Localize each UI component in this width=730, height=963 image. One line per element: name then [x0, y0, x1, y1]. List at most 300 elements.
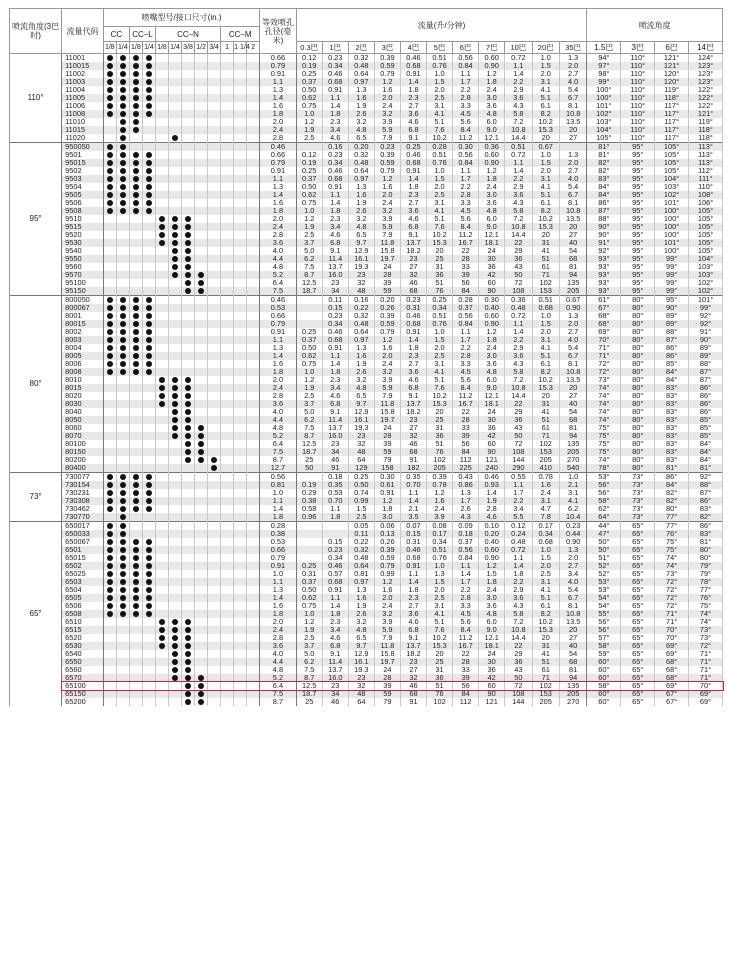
size-cell	[182, 167, 195, 175]
size-cell	[221, 376, 234, 384]
spray-angle-value: 76°	[655, 530, 689, 538]
spray-angle-value: 73°	[621, 489, 655, 497]
spray-angle-value: 68°	[655, 666, 689, 674]
available-dot-icon	[133, 353, 139, 359]
size-cell	[103, 126, 116, 134]
size-cell	[195, 320, 208, 328]
flow-value: 4.1	[427, 610, 453, 618]
size-cell	[168, 602, 181, 610]
available-dot-icon	[159, 393, 165, 399]
size-cell	[168, 586, 181, 594]
size-cell	[234, 312, 247, 320]
spray-angle-value: 70°	[655, 626, 689, 634]
size-cell	[116, 344, 129, 352]
flow-code: 730077	[62, 473, 104, 482]
table-row	[10, 199, 723, 207]
spray-angle-value: 71°	[655, 610, 689, 618]
flow-value: 81	[559, 424, 586, 432]
available-dot-icon	[211, 457, 217, 463]
size-cell	[142, 86, 155, 94]
size-cell	[247, 247, 260, 255]
size-cell	[247, 690, 260, 698]
size-cell	[195, 562, 208, 570]
size-cell	[155, 62, 168, 70]
flow-value: 7.9	[374, 134, 400, 143]
size-cell	[142, 424, 155, 432]
size-cell	[195, 610, 208, 618]
flow-code: 8001	[62, 312, 104, 320]
flow-code: 110015	[62, 62, 104, 70]
orifice-header: 等效喷孔孔径(毫米)	[260, 9, 296, 54]
spray-angle-group: 65°	[10, 522, 62, 707]
size-cell	[247, 54, 260, 63]
spray-angle-value: 103°	[587, 118, 621, 126]
flow-value: 153	[532, 448, 559, 456]
spray-angle-value: 80°	[621, 448, 655, 456]
flow-value: 29	[505, 408, 532, 416]
size-cell	[142, 54, 155, 63]
flow-value: 0.68	[400, 62, 426, 70]
size-cell	[195, 392, 208, 400]
size-cell	[234, 239, 247, 247]
size-cell	[103, 586, 116, 594]
flow-value: 0.81	[348, 570, 374, 578]
flow-code: 9530	[62, 239, 104, 247]
flow-value: 3.1	[427, 360, 453, 368]
size-cell	[142, 562, 155, 570]
flow-value: 1.8	[374, 505, 400, 513]
size-cell	[195, 448, 208, 456]
flow-code: 11005	[62, 94, 104, 102]
table-row	[10, 271, 723, 279]
flow-value: 0.39	[374, 54, 400, 63]
size-cell	[129, 263, 142, 271]
size-cell	[142, 279, 155, 287]
available-dot-icon	[185, 393, 191, 399]
available-dot-icon	[159, 385, 165, 391]
size-cell	[182, 586, 195, 594]
size-cell	[155, 674, 168, 682]
available-dot-icon	[107, 531, 113, 537]
size-cell	[247, 456, 260, 464]
available-dot-icon	[185, 409, 191, 415]
size-cell	[116, 505, 129, 513]
size-cell	[103, 432, 116, 440]
size-cell	[103, 175, 116, 183]
spray-angle-value: 95°	[621, 279, 655, 287]
flow-value: 2.4	[427, 505, 453, 513]
flow-value: 0.15	[322, 304, 348, 312]
flow-value: 1.8	[505, 570, 532, 578]
size-cell	[129, 554, 142, 562]
flow-value: 94	[559, 674, 586, 682]
flow-value: 36	[479, 424, 505, 432]
spray-angle-value: 71°	[689, 674, 723, 682]
size-cell	[116, 650, 129, 658]
spray-angle-value: 95°	[621, 255, 655, 263]
spray-angle-value: 82°	[587, 159, 621, 167]
size-cell	[182, 102, 195, 110]
size-cell	[142, 642, 155, 650]
size-cell	[155, 594, 168, 602]
size-cell	[247, 586, 260, 594]
flow-value: 0.05	[348, 522, 374, 531]
size-cell	[103, 610, 116, 618]
orifice-diameter: 1.3	[260, 344, 296, 352]
spray-angle-value: 99°	[655, 263, 689, 271]
size-cell	[116, 440, 129, 448]
flow-value: 0.59	[374, 320, 400, 328]
spray-angle-value: 67°	[655, 698, 689, 706]
flow-value: 8.2	[532, 610, 559, 618]
size-cell	[182, 570, 195, 578]
flow-value: 2.0	[374, 594, 400, 602]
spray-angle-value: 65°	[621, 586, 655, 594]
size-cell	[182, 344, 195, 352]
flow-value: 28	[453, 416, 479, 424]
flow-value: 0.46	[400, 151, 426, 159]
size-cell	[247, 666, 260, 674]
size-cell	[103, 102, 116, 110]
size-cell	[168, 94, 181, 102]
flow-value: 0.53	[322, 489, 348, 497]
flow-code: 65100	[62, 682, 104, 690]
flow-value: 0.23	[559, 522, 586, 531]
flow-value: 59	[374, 690, 400, 698]
flow-value: 1.9	[348, 602, 374, 610]
flow-value: 32	[348, 440, 374, 448]
flow-value: 1.3	[453, 489, 479, 497]
orifice-diameter: 0.53	[260, 304, 296, 312]
spray-angle-value: 123°	[689, 70, 723, 78]
size-cell	[247, 215, 260, 223]
size-cell	[142, 102, 155, 110]
flow-value: 5.9	[374, 223, 400, 231]
size-cell	[142, 456, 155, 464]
size-cell	[182, 505, 195, 513]
size-cell	[129, 320, 142, 328]
available-dot-icon	[133, 79, 139, 85]
available-dot-icon	[146, 498, 152, 504]
spray-angle-value: 50°	[587, 546, 621, 554]
orifice-diameter: 2.0	[260, 618, 296, 626]
table-row	[10, 360, 723, 368]
flow-value: 54	[559, 650, 586, 658]
spray-angle-value: 80°	[621, 344, 655, 352]
spray-angle-value: 87°	[689, 376, 723, 384]
size-cell	[155, 448, 168, 456]
size-cell	[182, 183, 195, 191]
size-cell	[103, 578, 116, 586]
orifice-diameter: 2.0	[260, 376, 296, 384]
size-cell	[221, 586, 234, 594]
size-cell	[116, 328, 129, 336]
spray-angle-value: 44°	[587, 522, 621, 531]
spray-angle-value: 100°	[655, 231, 689, 239]
spray-angle-value: 103°	[689, 271, 723, 279]
size-cell	[116, 78, 129, 86]
size-cell	[221, 618, 234, 626]
flow-value: 2.4	[374, 360, 400, 368]
spray-angle-value: 106°	[689, 199, 723, 207]
size-cell	[168, 562, 181, 570]
flow-value: 1.5	[532, 159, 559, 167]
flow-value: 3.3	[453, 602, 479, 610]
available-dot-icon	[133, 103, 139, 109]
size-cell	[208, 666, 221, 674]
flow-value: 4.8	[348, 126, 374, 134]
flow-value: 3.9	[374, 376, 400, 384]
available-dot-icon	[120, 603, 126, 609]
spray-angle-value: 68°	[655, 658, 689, 666]
size-cell	[234, 199, 247, 207]
flow-code: 80400	[62, 464, 104, 473]
pressure-header: 7巴	[479, 42, 505, 54]
size-cell	[247, 400, 260, 408]
available-dot-icon	[120, 305, 126, 311]
size-cell	[208, 448, 221, 456]
available-dot-icon	[146, 79, 152, 85]
available-dot-icon	[133, 563, 139, 569]
available-dot-icon	[133, 490, 139, 496]
flow-value: 11.8	[374, 642, 400, 650]
spray-angle-value: 101°	[587, 102, 621, 110]
size-cell	[247, 143, 260, 152]
flow-value: 2.6	[348, 610, 374, 618]
spray-angle-group: 80°	[10, 296, 62, 473]
size-cell	[103, 546, 116, 554]
spray-angle-value: 68°	[587, 320, 621, 328]
flow-value: 6.2	[559, 505, 586, 513]
flow-value: 1.8	[400, 86, 426, 94]
flow-value: 2.0	[532, 328, 559, 336]
flow-value: 1.1	[505, 159, 532, 167]
size-cell	[208, 287, 221, 296]
size-cell	[116, 304, 129, 312]
size-cell	[247, 505, 260, 513]
size-cell	[103, 594, 116, 602]
flow-value	[322, 522, 348, 531]
size-cell	[116, 392, 129, 400]
flow-value: 10.8	[505, 384, 532, 392]
flow-value: 1.1	[400, 489, 426, 497]
size-cell	[247, 263, 260, 271]
spray-angle-value: 70°	[587, 336, 621, 344]
flow-value: 51	[532, 658, 559, 666]
size-cell	[142, 368, 155, 376]
available-dot-icon	[107, 337, 113, 343]
flow-value: 4.8	[479, 368, 505, 376]
flow-value: 1.0	[296, 110, 322, 118]
size-cell	[221, 199, 234, 207]
flow-value: 0.37	[453, 538, 479, 546]
size-cell	[195, 432, 208, 440]
size-cell	[195, 328, 208, 336]
flow-code: 8005	[62, 352, 104, 360]
flow-value	[296, 538, 322, 546]
flow-value: 2.8	[453, 191, 479, 199]
size-cell	[142, 594, 155, 602]
flow-value: 23	[348, 271, 374, 279]
spray-angle-value: 79°	[689, 562, 723, 570]
orifice-diameter: 0.56	[260, 473, 296, 482]
flow-value: 10.2	[532, 118, 559, 126]
size-cell	[208, 594, 221, 602]
flow-code: 6560	[62, 666, 104, 674]
size-cell	[103, 231, 116, 239]
size-cell	[234, 360, 247, 368]
size-cell	[168, 70, 181, 78]
table-row	[10, 126, 723, 134]
flow-value: 2.7	[400, 602, 426, 610]
size-cell	[234, 546, 247, 554]
flow-value: 22	[505, 239, 532, 247]
size-cell	[142, 522, 155, 531]
size-cell	[234, 626, 247, 634]
spray-angle-value: 105°	[655, 159, 689, 167]
flow-value: 4.8	[479, 110, 505, 118]
flow-value: 4.8	[348, 384, 374, 392]
size-cell	[221, 368, 234, 376]
size-cell	[247, 62, 260, 70]
flow-value: 33	[453, 666, 479, 674]
spray-angle-value: 80°	[621, 456, 655, 464]
size-cell	[247, 134, 260, 143]
orifice-diameter: 1.1	[260, 336, 296, 344]
available-dot-icon	[185, 417, 191, 423]
size-cell	[129, 448, 142, 456]
flow-value: 25	[296, 456, 322, 464]
nozzle-spec-table	[9, 8, 723, 706]
size-cell	[182, 320, 195, 328]
size-cell	[234, 554, 247, 562]
size-cell	[208, 223, 221, 231]
available-dot-icon	[146, 571, 152, 577]
size-cell	[221, 159, 234, 167]
flow-value: 0.48	[348, 62, 374, 70]
flow-value: 4.1	[532, 344, 559, 352]
orifice-diameter: 4.0	[260, 650, 296, 658]
size-cell	[168, 312, 181, 320]
size-cell	[247, 440, 260, 448]
flow-value: 0.37	[296, 78, 322, 86]
flow-code: 730770	[62, 513, 104, 522]
flow-value: 205	[559, 448, 586, 456]
flow-value: 71	[532, 432, 559, 440]
available-dot-icon	[185, 401, 191, 407]
flow-value: 22	[505, 400, 532, 408]
size-cell	[195, 416, 208, 424]
flow-code: 730231	[62, 489, 104, 497]
spray-angle-value: 65°	[621, 602, 655, 610]
flow-code: 6501	[62, 546, 104, 554]
spray-angle-value: 95°	[621, 263, 655, 271]
size-cell	[221, 70, 234, 78]
size-cell	[142, 586, 155, 594]
size-cell	[103, 287, 116, 296]
flow-code: 9570	[62, 271, 104, 279]
flow-value: 1.9	[348, 102, 374, 110]
flow-value: 10.2	[427, 634, 453, 642]
size-cell	[234, 215, 247, 223]
size-cell	[155, 247, 168, 255]
spray-angle-value: 71°	[655, 618, 689, 626]
size-cell	[103, 328, 116, 336]
flow-value: 0.22	[348, 538, 374, 546]
flow-header: 流量(升/分钟)	[296, 9, 587, 42]
model-group-cc-n: CC–N	[155, 27, 220, 42]
flow-value: 0.20	[374, 296, 400, 305]
flow-value: 1.5	[427, 78, 453, 86]
size-cell	[103, 618, 116, 626]
flow-value: 0.91	[400, 562, 426, 570]
size-header: 1/8	[155, 42, 168, 54]
size-cell	[221, 440, 234, 448]
size-cell	[129, 530, 142, 538]
size-cell	[168, 481, 181, 489]
size-cell	[208, 70, 221, 78]
size-cell	[142, 94, 155, 102]
flow-value: 1.5	[532, 320, 559, 328]
size-cell	[155, 118, 168, 126]
flow-value: 51	[532, 416, 559, 424]
size-cell	[116, 610, 129, 618]
flow-value: 2.3	[400, 352, 426, 360]
flow-value: 0.20	[479, 530, 505, 538]
size-cell	[234, 368, 247, 376]
flow-value: 54	[559, 408, 586, 416]
flow-value: 0.46	[322, 328, 348, 336]
spray-angle-value: 92°	[587, 247, 621, 255]
flow-value: 0.39	[374, 546, 400, 554]
size-cell	[116, 320, 129, 328]
available-dot-icon	[146, 555, 152, 561]
size-cell	[142, 320, 155, 328]
orifice-diameter: 7.5	[260, 287, 296, 296]
flow-value: 3.2	[348, 618, 374, 626]
orifice-diameter: 0.91	[260, 167, 296, 175]
flow-value: 6.7	[559, 594, 586, 602]
flow-value: 0.17	[532, 522, 559, 531]
flow-value: 3.1	[532, 336, 559, 344]
size-cell	[103, 384, 116, 392]
flow-value: 19.3	[348, 424, 374, 432]
size-cell	[116, 239, 129, 247]
flow-value: 7.9	[374, 231, 400, 239]
available-dot-icon	[172, 385, 178, 391]
size-cell	[208, 126, 221, 134]
orifice-diameter: 0.79	[260, 320, 296, 328]
flow-value: 108	[505, 690, 532, 698]
flow-value: 1.1	[322, 191, 348, 199]
flow-value: 4.0	[559, 175, 586, 183]
size-cell	[182, 70, 195, 78]
size-cell	[221, 191, 234, 199]
size-cell	[168, 538, 181, 546]
table-row	[10, 344, 723, 352]
flow-value: 0.91	[400, 70, 426, 78]
size-cell	[182, 360, 195, 368]
flow-value: 2.0	[427, 183, 453, 191]
orifice-diameter: 1.8	[260, 207, 296, 215]
size-cell	[247, 304, 260, 312]
flow-value: 43	[505, 424, 532, 432]
size-cell	[195, 658, 208, 666]
model-group-cc-m: CC–M	[221, 27, 260, 42]
available-dot-icon	[172, 643, 178, 649]
flow-value: 29	[505, 650, 532, 658]
available-dot-icon	[133, 305, 139, 311]
